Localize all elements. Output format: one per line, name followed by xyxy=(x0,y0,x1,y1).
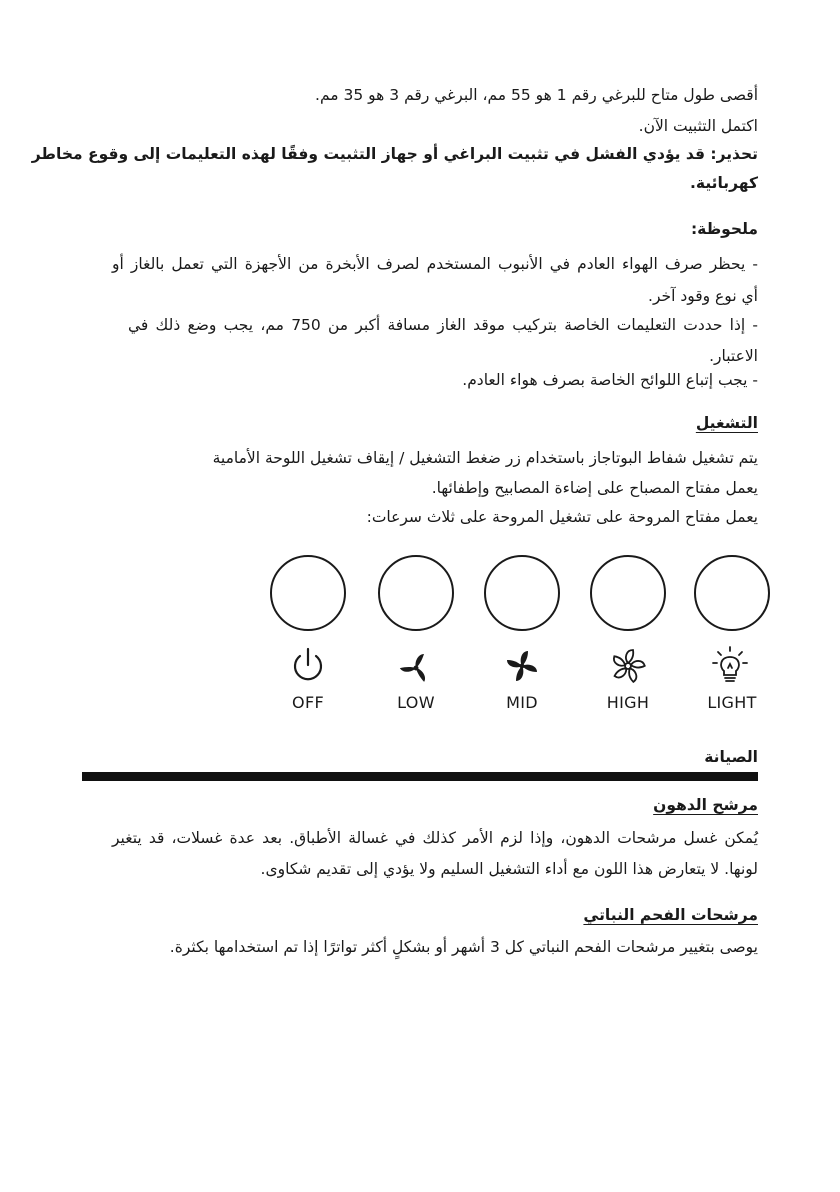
grease-filter-line2: لونها. لا يتعارض هذا اللون مع أداء التشغيل السليم ولا يؤدي إلى تقديم شكاوى. xyxy=(260,860,758,878)
light-label: LIGHT xyxy=(707,693,757,712)
high-label: HIGH xyxy=(606,693,650,712)
install-complete-text: اكتمل التثبيت الآن. xyxy=(638,117,758,135)
carbon-filter-heading: مرشحات الفحم النباتي xyxy=(583,906,758,924)
carbon-filter-line1: يوصى بتغيير مرشحات الفحم النباتي كل 3 أشهر أو بشكلٍ أكثر تواترًا إذا تم استخدامها بكثرة. xyxy=(169,938,758,956)
power-icon xyxy=(286,644,330,688)
note-item3: - يجب إتباع اللوائح الخاصة بصرف هواء العادم. xyxy=(462,371,758,389)
fan-high-icon xyxy=(606,644,650,688)
off-button[interactable] xyxy=(270,555,346,631)
fan-low-icon xyxy=(394,644,438,688)
grease-filter-heading: مرشح الدهون xyxy=(653,796,758,814)
off-label: OFF xyxy=(292,693,324,712)
warning-text-line1: تحذير: قد يؤدي الفشل في تثبيت البراغي أو جهاز التثبيت وفقًا لهذه التعليمات إلى وقوع مخاطر xyxy=(31,145,758,163)
light-bulb-icon xyxy=(708,644,752,688)
operation-line1: يتم تشغيل شفاط البوتاجاز باستخدام زر ضغط التشغيل / إيقاف تشغيل اللوحة الأمامية xyxy=(212,449,758,467)
grease-filter-line1: يُمكن غسل مرشحات الدهون، وإذا لزم الأمر كذلك في غسالة الأطباق. بعد عدة غسلات، قد يتغير xyxy=(112,829,758,847)
note-item1-line1: - يحظر صرف الهواء العادم في الأنبوب المستخدم لصرف الأبخرة من الأجهزة التي تعمل بالغاز أو xyxy=(112,255,758,273)
low-button[interactable] xyxy=(378,555,454,631)
warning-text-line2: كهربائية. xyxy=(690,174,758,192)
mid-button[interactable] xyxy=(484,555,560,631)
operation-heading: التشغيل xyxy=(695,414,758,432)
high-button[interactable] xyxy=(590,555,666,631)
note-heading: ملحوظة: xyxy=(690,220,758,238)
note-item2-line1: - إذا حددت التعليمات الخاصة بتركيب موقد الغاز مسافة أكبر من 750 مم، يجب وضع ذلك في xyxy=(128,316,758,334)
mid-label: MID xyxy=(506,693,538,712)
maintenance-heading: الصيانة xyxy=(704,748,758,766)
light-button[interactable] xyxy=(694,555,770,631)
low-label: LOW xyxy=(397,693,435,712)
operation-line2: يعمل مفتاح المصباح على إضاءة المصابيح وإطفائها. xyxy=(431,479,758,497)
section-divider xyxy=(82,772,758,781)
operation-line3: يعمل مفتاح المروحة على تشغيل المروحة على ثلاث سرعات: xyxy=(366,508,758,526)
note-item2-line2: الاعتبار. xyxy=(709,347,758,365)
fan-mid-icon xyxy=(500,644,544,688)
note-item1-line2: أي نوع وقود آخر. xyxy=(648,287,758,305)
screw-length-text: أقصى طول متاح للبرغي رقم 1 هو 55 مم، البرغي رقم 3 هو 35 مم. xyxy=(315,86,758,104)
